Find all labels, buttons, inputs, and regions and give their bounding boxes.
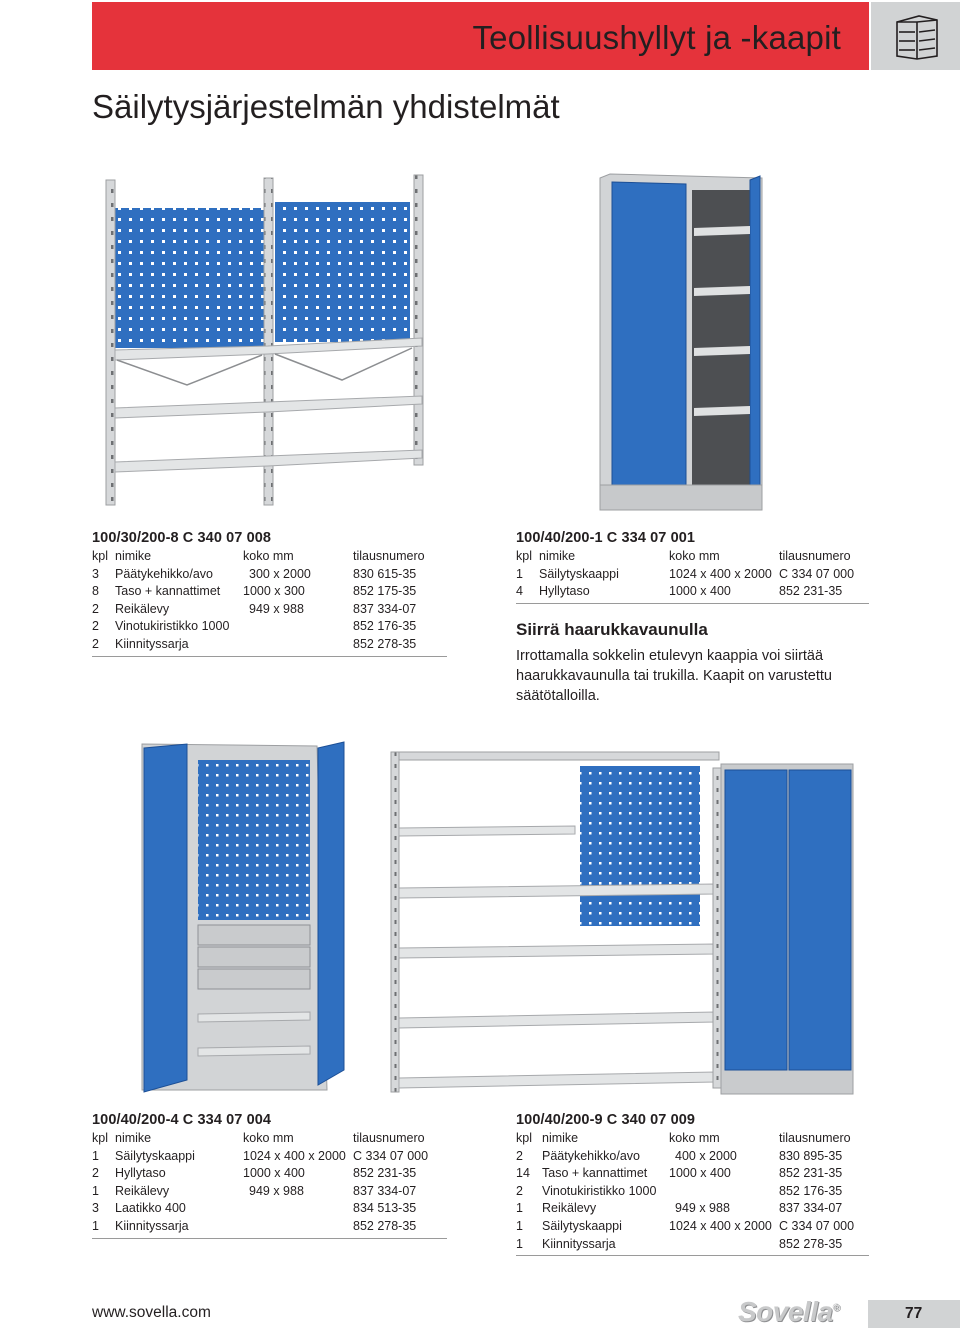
table-row [92,583,447,601]
size-cell: 1000 x 300 [243,584,305,599]
name-cell: Kiinnityssarja [115,636,189,651]
page-title: Säilytysjärjestelmän yhdistelmät [92,88,560,125]
name-cell: Taso + kannattimet [542,1166,648,1181]
order-cell: 834 513-35 [353,1201,417,1216]
col-size: koko mm [243,549,294,563]
qty-cell: 3 [92,1201,99,1216]
order-cell: 852 176-35 [779,1183,843,1198]
name-cell: Kiinnityssarja [542,1236,616,1251]
table-row [516,583,869,601]
page-number-box [868,1300,960,1328]
table-row [516,1148,869,1166]
size-cell [669,1183,779,1201]
spec-table-1 [92,528,447,657]
col-qty: kpl [92,1131,108,1145]
combination-shelf-cabinet-photo [385,748,855,1098]
table-rule [516,603,869,604]
col-size: koko mm [669,1131,720,1145]
col-order: tilausnumero [353,1131,425,1145]
parts-table [92,548,447,654]
product-code: 100/40/200-4 C 334 07 004 [92,1112,272,1128]
shelf-unit-icon [893,12,939,60]
qty-cell: 2 [92,619,99,634]
footer-url-link[interactable]: www.sovella.com [92,1304,211,1321]
col-size: koko mm [243,1131,294,1145]
size-cell [243,1200,353,1218]
header-title: Teollisuushyllyt ja -kaapit [472,19,841,56]
size-cell [243,1218,353,1236]
name-cell: Reikälevy [542,1201,597,1216]
name-cell: Päätykehikko/avo [542,1148,640,1163]
info-body: Irrottamalla sokkelin etulevyn kaappia voi siirtää haarukkavaunulla tai trukilla. Kaapit on varustettu säätötalloilla. [516,648,832,704]
size-cell: 400 x 2000 [675,1148,737,1163]
size-cell: 949 x 988 [249,601,304,616]
info-title: Siirrä haarukkavaunulla [516,620,708,639]
col-name: nimike [115,1131,152,1145]
table-row [92,566,447,584]
size-cell: 1000 x 400 [669,1166,731,1181]
table-row [92,1218,447,1236]
order-cell: 852 231-35 [353,1166,417,1181]
table-row [516,566,869,584]
spec-table-2 [516,528,869,604]
qty-cell: 1 [516,566,523,581]
table-row [92,618,447,636]
qty-cell: 2 [516,1183,523,1198]
qty-cell: 3 [92,566,99,581]
spec-table-4 [516,1110,869,1256]
table-row [516,1218,869,1236]
table-row [92,601,447,619]
qty-cell: 1 [516,1218,523,1233]
size-cell [243,618,353,636]
order-cell: C 334 07 000 [353,1148,429,1163]
qty-cell: 1 [92,1148,99,1163]
table-rule [92,1238,447,1239]
size-cell: 1024 x 400 x 2000 [669,566,772,581]
product-code: 100/40/200-9 C 340 07 009 [516,1112,696,1128]
size-cell [669,1236,779,1254]
name-cell: Laatikko 400 [115,1201,186,1216]
name-cell: Reikälevy [115,601,170,616]
size-cell: 1024 x 400 x 2000 [669,1218,772,1233]
qty-cell: 4 [516,584,523,599]
order-cell: 837 334-07 [353,601,417,616]
name-cell: Hyllytaso [539,584,590,599]
qty-cell: 1 [92,1183,99,1198]
col-qty: kpl [516,549,532,563]
order-cell: 852 278-35 [353,1218,417,1233]
qty-cell: 2 [516,1148,523,1163]
qty-cell: 1 [516,1236,523,1251]
table-row [92,1183,447,1201]
table-row [516,1236,869,1254]
table-header-row [516,548,869,566]
header-bar [92,2,869,70]
product-code: 100/40/200-1 C 334 07 001 [516,530,696,546]
col-qty: kpl [516,1131,532,1145]
table-row [516,1200,869,1218]
name-cell: Kiinnityssarja [115,1218,189,1233]
col-order: tilausnumero [353,549,425,563]
col-order: tilausnumero [779,1131,851,1145]
logo-text: Sovella [738,1296,833,1327]
col-name: nimike [542,1131,579,1145]
order-cell: 852 278-35 [779,1236,843,1251]
order-cell: 852 176-35 [353,619,417,634]
name-cell: Vinotukiristikko 1000 [542,1183,657,1198]
product-code: 100/30/200-8 C 340 07 008 [92,530,272,546]
qty-cell: 14 [516,1166,530,1181]
size-cell: 1024 x 400 x 2000 [243,1148,346,1163]
shelving-pegboard-photo [92,170,437,510]
order-cell: C 334 07 000 [779,1218,855,1233]
size-cell: 949 x 988 [675,1201,730,1216]
table-row [92,1165,447,1183]
table-header-row [516,1130,869,1148]
page-number: 77 [905,1305,923,1322]
table-row [516,1165,869,1183]
order-cell: 852 175-35 [353,584,417,599]
table-rule [92,656,447,657]
cabinet-drawers-photo [132,740,357,1095]
name-cell: Hyllytaso [115,1166,166,1181]
col-order: tilausnumero [779,549,851,563]
table-row [92,1148,447,1166]
qty-cell: 2 [92,636,99,651]
table-header-row [92,548,447,566]
table-header-row [92,1130,447,1148]
spec-table-3 [92,1110,447,1239]
qty-cell: 2 [92,1166,99,1181]
name-cell: Säilytyskaappi [539,566,619,581]
size-cell: 949 x 988 [249,1183,304,1198]
header-icon-box [871,2,960,70]
col-size: koko mm [669,549,720,563]
col-name: nimike [115,549,152,563]
table-row [92,636,447,654]
col-name: nimike [539,549,576,563]
order-cell: 830 615-35 [353,566,417,581]
qty-cell: 2 [92,601,99,616]
order-cell: C 334 07 000 [779,566,855,581]
table-row [92,1200,447,1218]
size-cell [243,636,353,654]
qty-cell: 1 [516,1201,523,1216]
name-cell: Taso + kannattimet [115,584,221,599]
sovella-logo: Sovella® [738,1296,840,1327]
order-cell: 837 334-07 [353,1183,417,1198]
order-cell: 852 231-35 [779,1166,843,1181]
parts-table [516,548,869,601]
parts-table [516,1130,869,1253]
parts-table [92,1130,447,1236]
size-cell: 300 x 2000 [249,566,311,581]
col-qty: kpl [92,549,108,563]
order-cell: 830 895-35 [779,1148,843,1163]
size-cell: 1000 x 400 [669,584,731,599]
qty-cell: 8 [92,584,99,599]
name-cell: Reikälevy [115,1183,170,1198]
order-cell: 852 278-35 [353,636,417,651]
name-cell: Vinotukiristikko 1000 [115,619,230,634]
name-cell: Säilytyskaappi [115,1148,195,1163]
size-cell: 1000 x 400 [243,1166,305,1181]
table-rule [516,1255,869,1256]
name-cell: Säilytyskaappi [542,1218,622,1233]
order-cell: 852 231-35 [779,584,843,599]
name-cell: Päätykehikko/avo [115,566,213,581]
qty-cell: 1 [92,1218,99,1233]
table-row [516,1183,869,1201]
order-cell: 837 334-07 [779,1201,843,1216]
cabinet-open-doors-photo [590,170,775,515]
